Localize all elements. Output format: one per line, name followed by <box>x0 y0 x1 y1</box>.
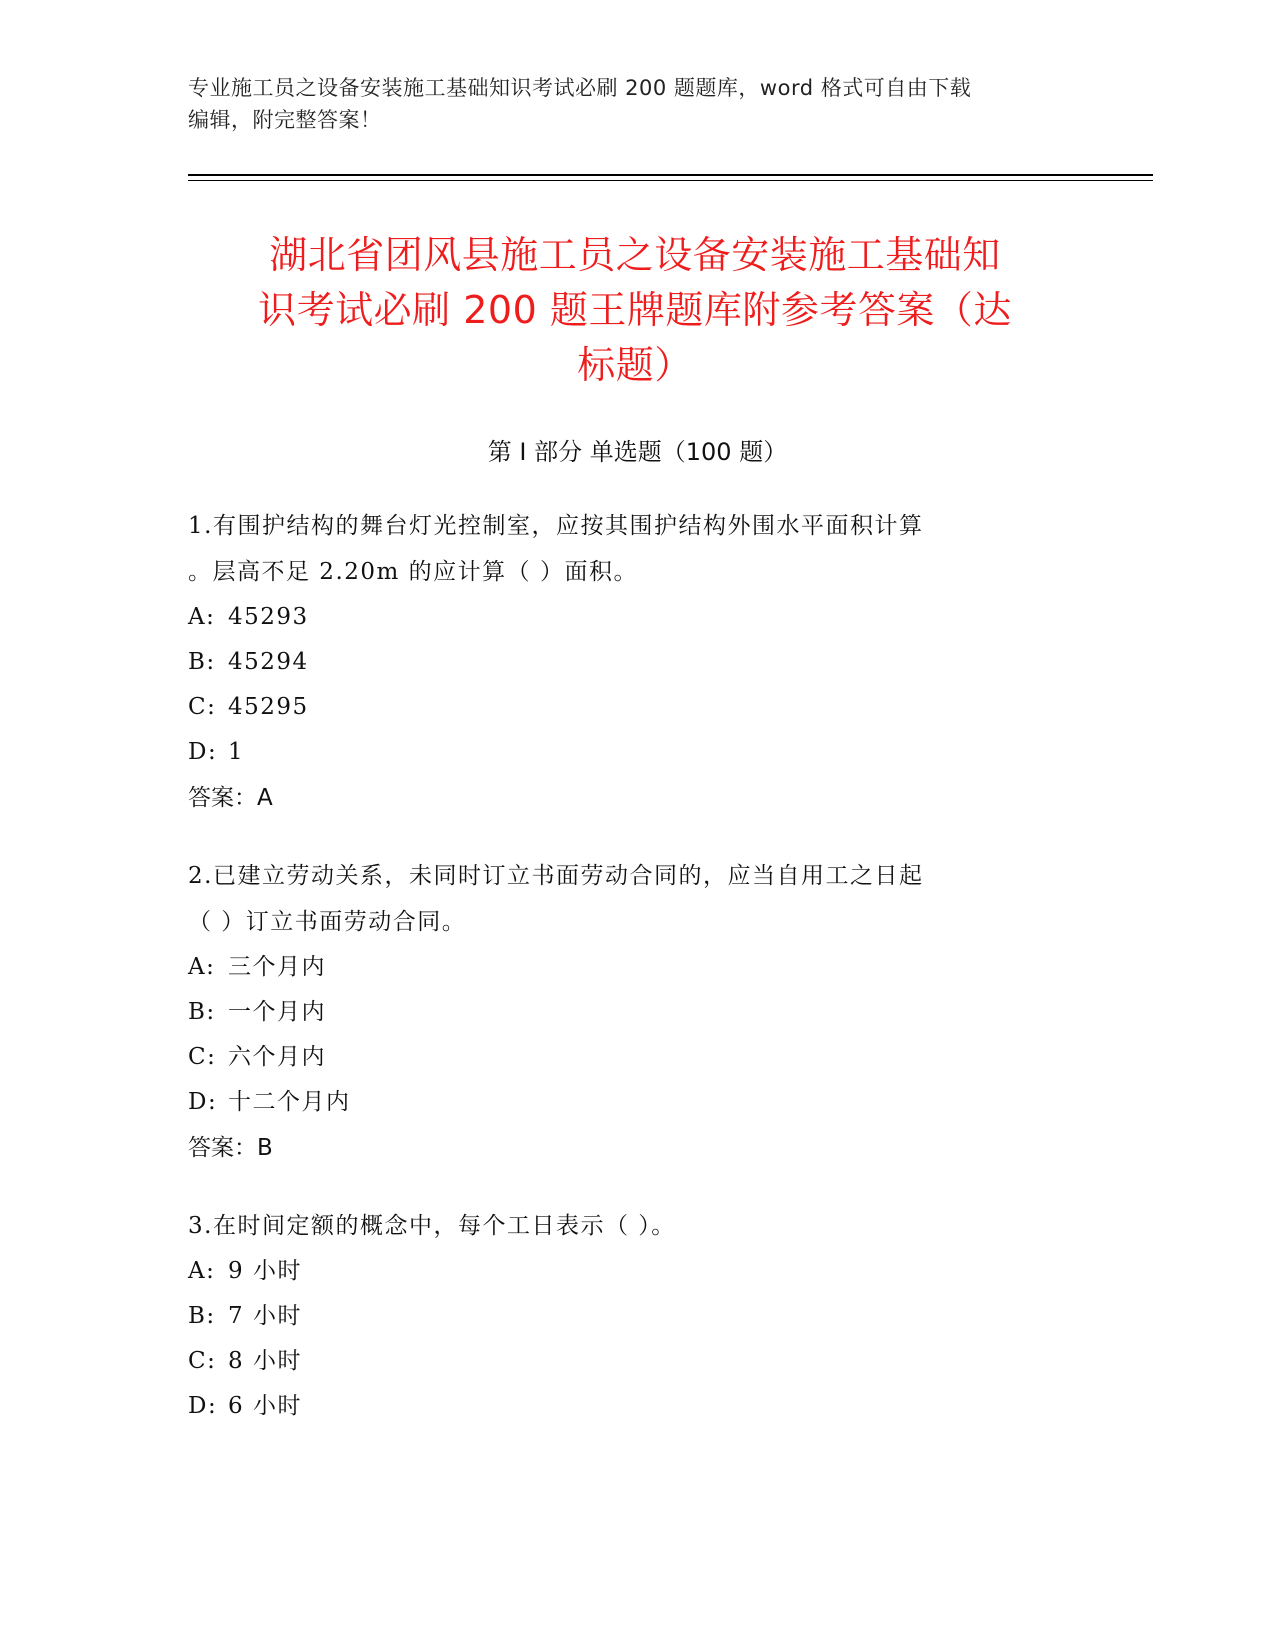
question-stem-line-1: 1.有围护结构的舞台灯光控制室，应按其围护结构外围水平面积计算 <box>188 513 924 539</box>
header-note-line-1: 专业施工员之设备安装施工基础知识考试必刷 200 题题库，word 格式可自由下载 <box>188 76 972 100</box>
option-letter: C: <box>188 1348 217 1374</box>
option-letter: B: <box>188 1303 216 1329</box>
option-letter: A: <box>188 954 216 980</box>
option-b <box>188 990 1068 1035</box>
option-c <box>188 1035 1068 1080</box>
option-text: 45293 <box>228 604 309 630</box>
option-text: 7 小时 <box>228 1303 302 1329</box>
header-note-line-2: 编辑，附完整答案！ <box>188 108 382 132</box>
question-2 <box>188 853 1068 1171</box>
option-letter: A: <box>188 1258 216 1284</box>
option-text: 45294 <box>228 649 309 675</box>
option-letter: D: <box>188 1393 218 1419</box>
question-stem <box>188 503 1068 595</box>
option-letter: B: <box>188 999 216 1025</box>
option-letter: A: <box>188 604 216 630</box>
option-d <box>188 730 1068 775</box>
option-text: 45295 <box>228 694 309 720</box>
option-text: 一个月内 <box>228 999 326 1025</box>
option-text: 六个月内 <box>228 1044 326 1070</box>
option-a <box>188 595 1068 640</box>
option-letter: B: <box>188 649 216 675</box>
option-a <box>188 1249 1068 1294</box>
section-heading: 第 I 部分 单选题（100 题） <box>487 438 788 466</box>
option-b <box>188 1294 1068 1339</box>
header-note <box>188 72 1068 136</box>
question-stem-line-1: 2.已建立劳动关系，未同时订立书面劳动合同的，应当自用工之日起 <box>188 863 924 889</box>
option-letter: C: <box>188 1044 217 1070</box>
document-title-line-2: 识考试必刷 200 题王牌题库附参考答案（达 <box>258 288 1012 332</box>
option-d <box>188 1080 1068 1125</box>
document-title-line-1: 湖北省团风县施工员之设备安装施工基础知 <box>269 233 1001 277</box>
option-letter: D: <box>188 739 218 765</box>
option-text: 8 小时 <box>228 1348 302 1374</box>
question-stem-line-2: （ ）订立书面劳动合同。 <box>188 909 467 935</box>
question-3 <box>188 1203 1068 1429</box>
answer: 答案：B <box>188 1135 273 1161</box>
document-title-line-3: 标题） <box>577 343 693 387</box>
question-1 <box>188 503 1068 821</box>
option-c <box>188 1339 1068 1384</box>
option-text: 9 小时 <box>228 1258 302 1284</box>
option-letter: D: <box>188 1089 218 1115</box>
header-divider-thick <box>188 174 1153 176</box>
option-text: 1 <box>228 739 245 765</box>
question-stem <box>188 1203 1068 1249</box>
document-title <box>195 228 1075 393</box>
question-stem-line-1: 3.在时间定额的概念中，每个工日表示（ ）。 <box>188 1213 676 1239</box>
option-text: 十二个月内 <box>228 1089 351 1115</box>
option-text: 三个月内 <box>228 954 326 980</box>
option-b <box>188 640 1068 685</box>
option-d <box>188 1384 1068 1429</box>
option-a <box>188 945 1068 990</box>
question-stem <box>188 853 1068 945</box>
option-text: 6 小时 <box>228 1393 302 1419</box>
option-c <box>188 685 1068 730</box>
header-divider-thin <box>188 180 1153 181</box>
question-stem-line-2: 。层高不足 2.20m 的应计算（ ）面积。 <box>188 559 638 585</box>
option-letter: C: <box>188 694 217 720</box>
answer: 答案：A <box>188 785 273 811</box>
